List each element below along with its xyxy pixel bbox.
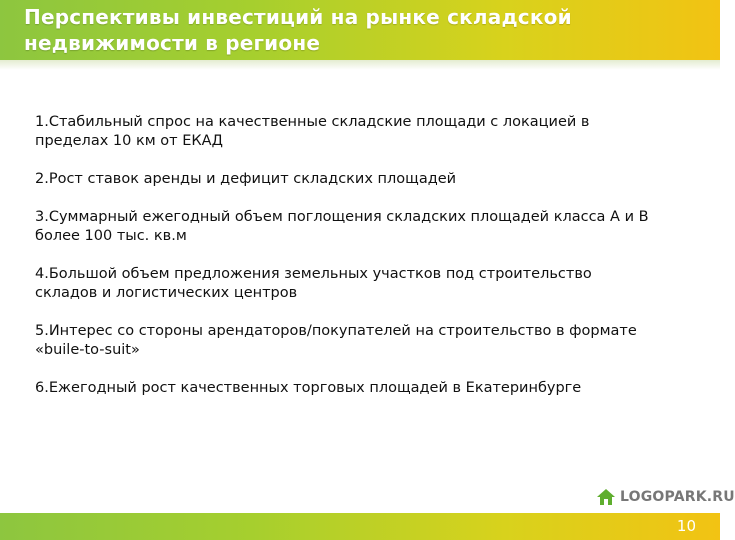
house-icon (596, 488, 616, 506)
page-number: 10 (676, 517, 696, 535)
logo (596, 487, 735, 507)
list-item: 5.Интерес со стороны арендаторов/покупателей на строительство в формате «buile-to-suit» (35, 323, 637, 358)
title-banner-shadow (0, 60, 720, 70)
list-item: 2.Рост ставок аренды и дефицит складских площадей (35, 171, 457, 187)
logo-text: LOGOPARK.RU (620, 489, 735, 505)
content-list (35, 113, 685, 417)
title-banner (0, 0, 720, 60)
list-item: 6.Ежегодный рост качественных торговых площадей в Екатеринбурге (35, 380, 582, 396)
footer-bar (0, 513, 720, 540)
list-item: 1.Стабильный спрос на качественные складские площади с локацией в пределах 10 км от ЕКАД (35, 114, 590, 149)
list-item: 4.Большой объем предложения земельных участков под строительство складов и логистических центров (35, 266, 592, 301)
list-item: 3.Суммарный ежегодный объем поглощения складских площадей класса А и В более 100 тыс. кв.м (35, 209, 649, 244)
slide-title: Перспективы инвестиций на рынке складской недвижимости в регионе (24, 5, 572, 55)
